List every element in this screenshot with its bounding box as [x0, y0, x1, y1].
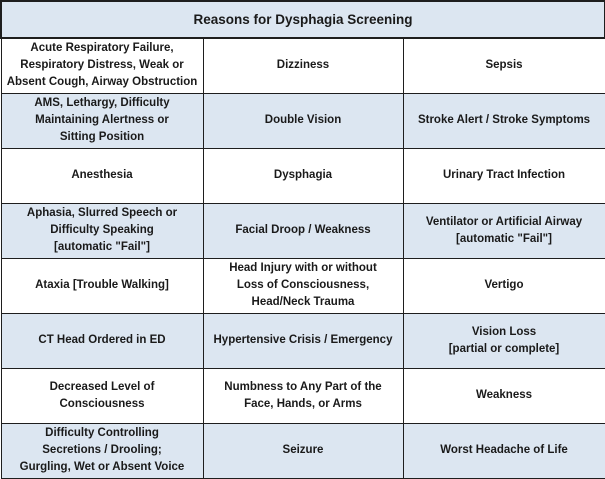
cell-text-line: Dysphagia	[273, 169, 333, 181]
table-cell	[403, 148, 605, 203]
table-body	[1, 38, 605, 478]
cell-text-line: CT Head Ordered in ED	[38, 334, 166, 346]
table-cell	[403, 258, 605, 313]
cell-text-line: Decreased Level of Consciousness	[49, 380, 155, 410]
cell-text-line: Double Vision	[264, 114, 342, 126]
table-row	[1, 148, 605, 203]
cell-text-line: Worst Headache of Life	[440, 444, 568, 456]
cell-text-line: Dizziness	[276, 59, 330, 72]
cell-text-line: Numbness to Any Part of the	[224, 380, 382, 393]
table-row	[1, 203, 605, 258]
table-cell	[1, 93, 203, 148]
table-cell	[203, 258, 403, 313]
cell-text-line: Urinary Tract Infection	[442, 169, 566, 181]
cell-text-line: Absent Cough, Airway Obstruction	[6, 76, 198, 89]
cell-text-line: Facial Droop / Weakness	[235, 224, 371, 236]
cell-text-line: Acute Respiratory Failure,	[30, 42, 174, 55]
cell-text-line: Loss of Consciousness,	[236, 279, 370, 291]
table-cell	[203, 93, 403, 148]
table-cell	[1, 313, 203, 368]
table-cell	[203, 203, 403, 258]
table-cell	[203, 423, 403, 478]
table-cell	[403, 93, 605, 148]
table-cell	[1, 368, 203, 423]
cell-text-line: Weakness	[475, 389, 533, 401]
cell-text-line: Secretions / Drooling;	[42, 444, 162, 456]
table-cell	[203, 368, 403, 423]
cell-text-line: Respiratory Distress, Weak or	[20, 59, 184, 72]
table-cell	[403, 423, 605, 478]
cell-text-line: Ventilator or Artificial Airway	[425, 215, 583, 228]
cell-text-line: Stroke Alert / Stroke Symptoms	[417, 114, 591, 126]
table-row	[1, 38, 605, 93]
cell-text-line: Difficulty Speaking	[50, 224, 154, 236]
cell-text-line: Anesthesia	[71, 169, 133, 181]
table-cell	[203, 148, 403, 203]
table-cell	[203, 313, 403, 368]
cell-text-line: Gurgling, Wet or Absent Voice	[19, 461, 185, 473]
cell-text-line: Face, Hands, or Arms	[244, 397, 362, 410]
table-cell	[403, 203, 605, 258]
cell-text-line: Head/Neck Trauma	[251, 296, 355, 308]
table-row	[1, 258, 605, 313]
table-cell	[403, 368, 605, 423]
cell-text-line: Vertigo	[484, 279, 524, 291]
cell-text-line: [automatic "Fail"]	[456, 232, 552, 245]
cell-text-line: [partial or complete]	[448, 342, 560, 355]
cell-text-line: Seizure	[282, 444, 324, 456]
table-cell	[1, 148, 203, 203]
cell-text-line: Hypertensive Crisis / Emergency	[213, 334, 393, 346]
cell-text-line: Head Injury with or without	[229, 262, 377, 274]
cell-text-line: Sepsis	[485, 59, 523, 72]
cell-text-line: Ataxia [Trouble Walking]	[35, 279, 169, 291]
table-cell	[403, 313, 605, 368]
table-row	[1, 423, 605, 478]
cell-text-line: Vision Loss	[471, 325, 537, 338]
table-cell	[403, 38, 605, 93]
table-cell	[1, 423, 203, 478]
table-row	[1, 313, 605, 368]
cell-text-line: Difficulty Controlling	[45, 427, 159, 439]
cell-text-line: Aphasia, Slurred Speech or	[26, 207, 178, 219]
table-cell	[1, 258, 203, 313]
table-cell	[1, 203, 203, 258]
table-cell	[1, 38, 203, 93]
cell-text-line: Sitting Position	[59, 131, 145, 143]
cell-text-line: Maintaining Alertness or	[35, 114, 169, 126]
cell-text-line: [automatic "Fail"]	[54, 241, 150, 253]
table-title: Reasons for Dysphagia Screening	[1, 1, 605, 38]
table-row	[1, 93, 605, 148]
table-cell	[203, 38, 403, 93]
cell-text-line: AMS, Lethargy, Difficulty	[34, 97, 170, 109]
table-row	[1, 368, 605, 423]
